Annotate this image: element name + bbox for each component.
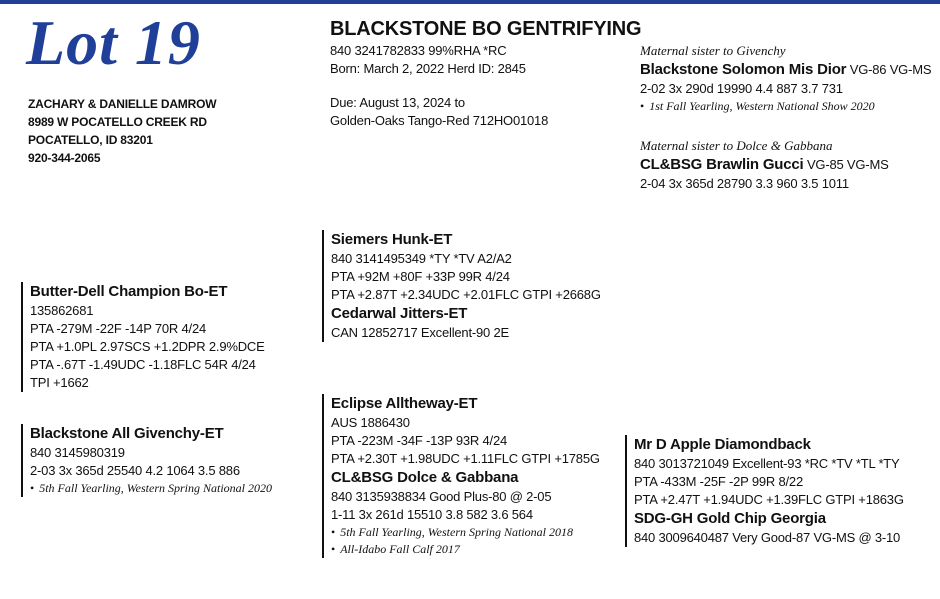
dam-dam-award: • All-Idabo Fall Calf 2017 <box>331 541 631 558</box>
dam-sire-line: AUS 1886430 <box>331 415 410 430</box>
maternal-sister-1 <box>640 42 931 115</box>
dam-sire-line: PTA +2.30T +1.98UDC +1.11FLC GTPI +1785G <box>331 451 600 466</box>
maternal-record-2: 2-04 3x 365d 28790 3.3 960 3.5 1011 <box>640 176 849 191</box>
maternal-sister-2 <box>640 137 889 193</box>
maternal-record-1: 2-02 3x 290d 19990 4.4 887 3.7 731 <box>640 81 843 96</box>
dd-sire-line: 840 3013721049 Excellent-93 *RC *TV *TL *TY <box>634 456 900 471</box>
sire-block <box>21 282 320 392</box>
sire-name: Butter-Dell Champion Bo-ET <box>30 283 228 300</box>
dd-sire-line: PTA +2.47T +1.94UDC +1.39FLC GTPI +1863G <box>634 492 904 507</box>
top-border <box>0 0 940 4</box>
dd-sire-line: PTA -433M -25F -2P 99R 8/22 <box>634 474 803 489</box>
dd-sire-name: Mr D Apple Diamondback <box>634 436 811 453</box>
maternal-note-2: Maternal sister to Dolce & Gabbana <box>640 138 833 153</box>
sire-dam-line: CAN 12852717 Excellent-90 2E <box>331 325 509 340</box>
owner-address-2: POCATELLO, ID 83201 <box>28 133 153 147</box>
dam-name: Blackstone All Givenchy-ET <box>30 425 224 442</box>
maternal-score-2: VG-85 VG-MS <box>803 157 889 172</box>
maternal-name-2: CL&BSG Brawlin Gucci <box>640 156 804 173</box>
dam-award: • 5th Fall Yearling, Western Spring National 2020 <box>30 480 330 497</box>
dam-line: 840 3145980319 <box>30 445 125 460</box>
dam-dam-line: 840 3135938834 Good Plus-80 @ 2-05 <box>331 489 552 504</box>
sire-line: PTA -.67T -1.49UDC -1.18FLC 54R 4/24 <box>30 357 256 372</box>
sire-sire-line: 840 3141495349 *TY *TV A2/A2 <box>331 251 512 266</box>
lot-number: Lot 19 <box>26 7 201 78</box>
dam-dam-award: • 5th Fall Yearling, Western Spring National 2018 <box>331 524 631 541</box>
sire-sire-line: PTA +2.87T +2.34UDC +2.01FLC GTPI +2668G <box>331 287 601 302</box>
animal-due-date: Due: August 13, 2024 to <box>330 95 465 110</box>
dd-sire-block <box>625 435 934 547</box>
owner-phone: 920-344-2065 <box>28 151 101 165</box>
dam-dam-line: 1-11 3x 261d 15510 3.8 582 3.6 564 <box>331 507 533 522</box>
dd-dam-name: SDG-GH Gold Chip Georgia <box>634 510 826 527</box>
dam-line: 2-03 3x 365d 25540 4.2 1064 3.5 886 <box>30 463 240 478</box>
animal-header <box>330 16 641 130</box>
sire-line: TPI +1662 <box>30 375 89 390</box>
animal-due-sire: Golden-Oaks Tango-Red 712HO01018 <box>330 113 549 128</box>
sire-sire-name: Siemers Hunk-ET <box>331 231 453 248</box>
sire-sire-block <box>322 230 631 342</box>
dam-sire-block <box>322 394 631 558</box>
sire-line: PTA +1.0PL 2.97SCS +1.2DPR 2.9%DCE <box>30 339 265 354</box>
dam-block <box>21 424 330 497</box>
sire-dam-name: Cedarwal Jitters-ET <box>331 305 468 322</box>
dam-sire-name: Eclipse Alltheway-ET <box>331 395 478 412</box>
sire-line: PTA -279M -22F -14P 70R 4/24 <box>30 321 207 336</box>
sire-sire-line: PTA +92M +80F +33P 99R 4/24 <box>331 269 510 284</box>
animal-registration: 840 3241782833 99%RHA *RC <box>330 43 507 58</box>
maternal-note-1: Maternal sister to Givenchy <box>640 43 786 58</box>
sire-line: 135862681 <box>30 303 94 318</box>
dd-dam-line: 840 3009640487 Very Good-87 VG-MS @ 3-10 <box>634 530 901 545</box>
dam-dam-name: CL&BSG Dolce & Gabbana <box>331 469 519 486</box>
maternal-score-1: VG-86 VG-MS <box>846 62 932 77</box>
animal-name: BLACKSTONE BO GENTRIFYING <box>330 18 642 40</box>
animal-birth: Born: March 2, 2022 Herd ID: 2845 <box>330 61 526 76</box>
maternal-award-1: • 1st Fall Yearling, Western National Show 2020 <box>640 98 931 115</box>
maternal-name-1: Blackstone Solomon Mis Dior <box>640 61 847 78</box>
owner-name: ZACHARY & DANIELLE DAMROW <box>28 97 217 111</box>
owner-address-1: 8989 W POCATELLO CREEK RD <box>28 115 207 129</box>
dam-sire-line: PTA -223M -34F -13P 93R 4/24 <box>331 433 508 448</box>
owner-info <box>28 95 216 167</box>
